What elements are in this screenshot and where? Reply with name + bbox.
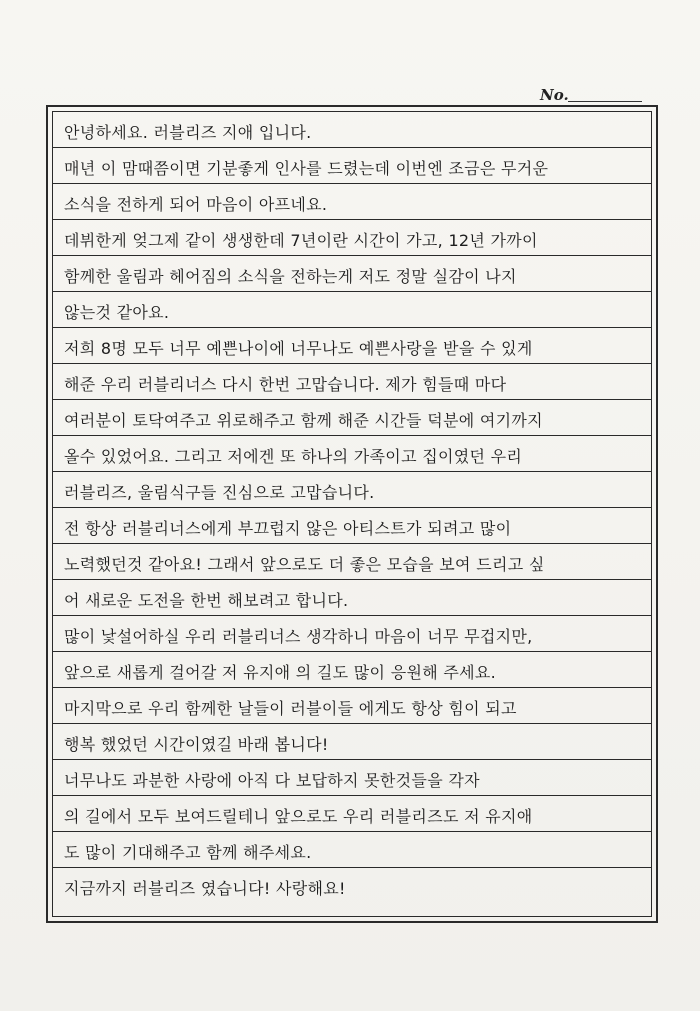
number-label: No.: [540, 86, 569, 104]
letter-line: 해준 우리 러블리너스 다시 한번 고맙습니다. 제가 힘들때 마다: [64, 375, 507, 394]
letter-line: 매년 이 맘때쯤이면 기분좋게 인사를 드렸는데 이번엔 조금은 무거운: [64, 159, 549, 178]
letter-line: 저희 8명 모두 너무 예쁜나이에 너무나도 예쁜사랑을 받을 수 있게: [64, 339, 533, 358]
letter-line: 많이 낯설어하실 우리 러블리너스 생각하니 마음이 너무 무겁지만,: [64, 627, 533, 646]
letter-line: 행복 했었던 시간이였길 바래 봅니다!: [64, 735, 329, 754]
letter-line: 너무나도 과분한 사랑에 아직 다 보답하지 못한것들을 각자: [64, 771, 480, 790]
letter-line: 앞으로 새롭게 걸어갈 저 유지애 의 길도 많이 응원해 주세요.: [64, 663, 497, 682]
letter-line: 안녕하세요. 러블리즈 지애 입니다.: [64, 123, 312, 142]
letter-line: 마지막으로 우리 함께한 날들이 러블이들 에게도 항상 힘이 되고: [64, 699, 517, 718]
letter-line: 노력했던것 같아요! 그래서 앞으로도 더 좋은 모습을 보여 드리고 싶: [64, 555, 545, 574]
letter-line: 러블리즈, 울림식구들 진심으로 고맙습니다.: [64, 483, 375, 502]
letter-line: 의 길에서 모두 보여드릴테니 앞으로도 우리 러블리즈도 저 유지애: [64, 807, 533, 826]
letter-line: 함께한 울림과 헤어짐의 소식을 전하는게 저도 정말 실감이 나지: [64, 267, 517, 286]
letter-line: 데뷔한게 엊그제 같이 생생한데 7년이란 시간이 가고, 12년 가까이: [64, 231, 538, 250]
letter-line: 도 많이 기대해주고 함께 해주세요.: [64, 843, 312, 862]
number-blank-line: [568, 101, 642, 102]
letter-line: 올수 있었어요. 그리고 저에겐 또 하나의 가족이고 집이였던 우리: [64, 447, 523, 466]
letter-line: 여러분이 토닥여주고 위로해주고 함께 해준 시간들 덕분에 여기까지: [64, 411, 543, 430]
letter-line: 소식을 전하게 되어 마음이 아프네요.: [64, 195, 328, 214]
letter-line: 어 새로운 도전을 한번 해보려고 합니다.: [64, 591, 349, 610]
letter-line: 않는것 같아요.: [64, 303, 170, 322]
letter-line: 전 항상 러블리너스에게 부끄럽지 않은 아티스트가 되려고 많이: [64, 519, 512, 538]
letter-line: 지금까지 러블리즈 였습니다! 사랑해요!: [64, 879, 346, 898]
